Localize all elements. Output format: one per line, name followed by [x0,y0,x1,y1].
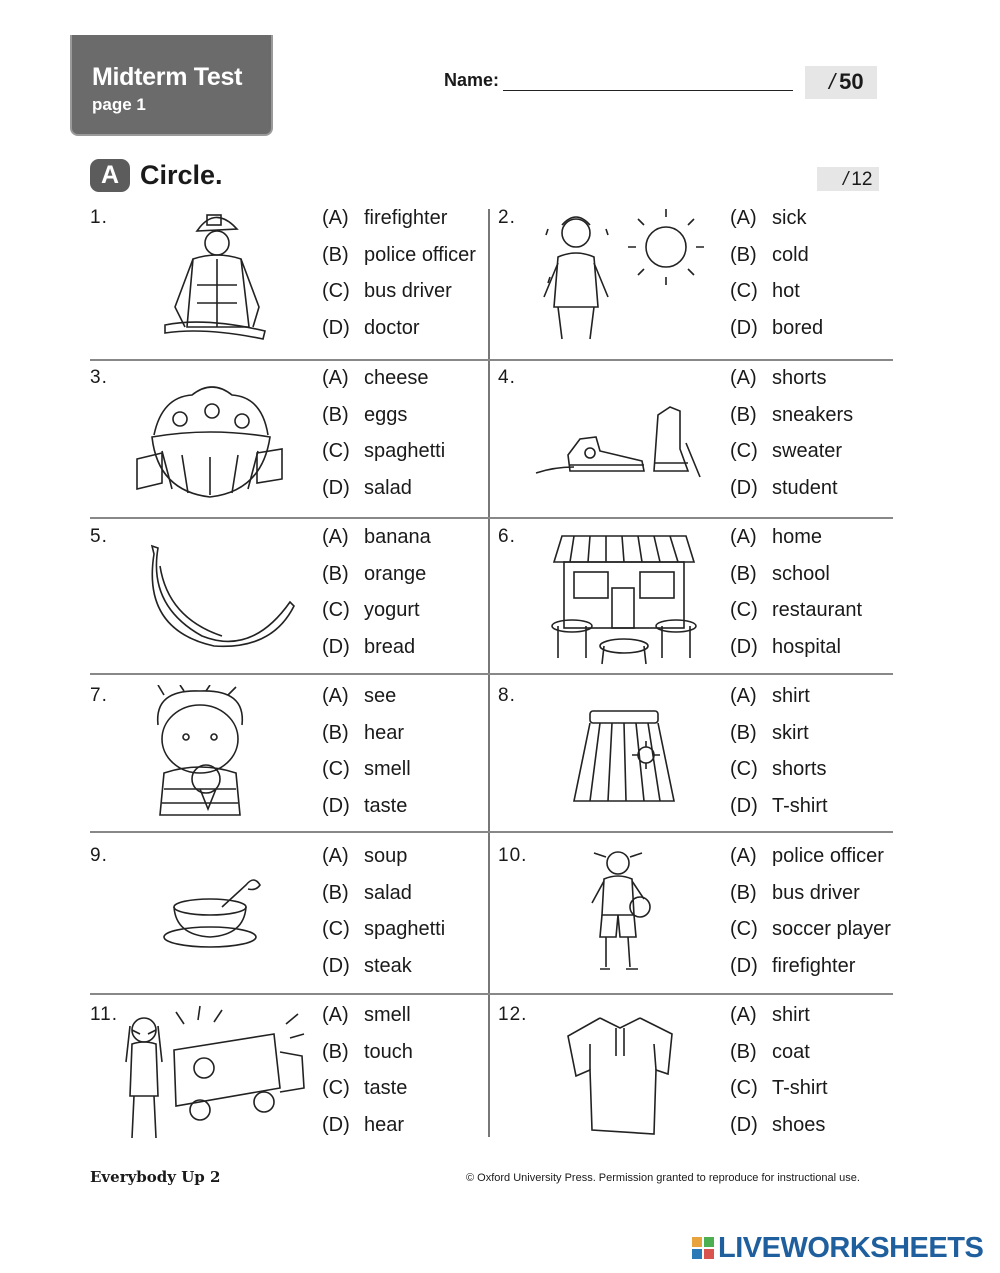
option-letter: (D) [322,794,350,817]
question-number: 10. [498,845,528,866]
option-letter: (D) [730,1113,758,1136]
logo-squares-icon [692,1237,714,1259]
option-letter: (C) [730,440,758,462]
option-letter: (A) [322,207,349,229]
sneakers-icon [534,367,709,507]
option-text: eggs [364,403,408,426]
row-divider [90,359,893,361]
option-text: see [364,685,397,707]
question-number: 11. [90,1004,119,1025]
option-text: soup [364,845,408,867]
option-letter: (C) [322,1077,350,1099]
option-letter: (C) [322,599,350,621]
soup-bowl-icon [162,845,264,985]
option-letter: (D) [730,476,758,499]
option-letter: (B) [730,881,757,904]
option-letter: (C) [322,440,350,462]
option-letter: (D) [322,635,350,658]
option-letter: (C) [322,758,350,780]
option-letter: (A) [322,685,349,707]
option-text: taste [364,1077,408,1099]
section-badge: A [90,159,130,192]
restaurant-icon [544,526,704,666]
option-letter: (B) [730,562,757,585]
test-title: Midterm Test [92,63,243,91]
option-letter: (C) [730,758,758,780]
question-number: 4. [498,367,516,388]
option-letter: (C) [730,280,758,302]
option-text: doctor [364,316,420,339]
question-number: 7. [90,685,108,706]
option-text: yogurt [364,599,420,621]
option-text: sweater [772,440,843,462]
option-text: smell [364,758,411,780]
option-letter: (A) [322,845,349,867]
row-divider [90,517,893,519]
boy-eating-icon [144,685,256,825]
option-text: firefighter [772,954,856,977]
question-number: 5. [90,526,108,547]
book-series-label: Everybody Up 2 [90,1168,221,1186]
section-score-box [817,167,879,191]
question-item [498,685,898,835]
question-number: 9. [90,845,108,866]
logo-square [692,1249,702,1259]
option-letter: (A) [322,1004,349,1026]
option-text: school [772,562,830,585]
question-number: 2. [498,207,516,228]
option-text: spaghetti [364,440,446,462]
option-letter: (B) [730,1040,757,1063]
option-text: hear [364,721,405,744]
question-item [498,526,898,676]
option-letter: (B) [322,562,349,585]
question-item [90,845,490,995]
option-letter: (C) [730,1077,758,1099]
option-text: student [772,476,838,499]
question-number: 8. [498,685,516,706]
option-text: salad [364,881,412,904]
option-letter: (B) [730,721,757,744]
option-letter: (C) [322,918,350,940]
option-text: soccer player [772,918,891,940]
option-text: hot [772,280,800,302]
option-letter: (A) [730,845,757,867]
question-number: 3. [90,367,108,388]
total-score-slash: / [829,69,836,94]
option-letter: (A) [730,685,757,707]
logo-square [692,1237,702,1247]
option-text: skirt [772,721,809,744]
option-text: T-shirt [772,1077,828,1099]
option-letter: (D) [322,476,350,499]
option-text: bored [772,316,824,339]
option-text: shirt [772,1004,810,1026]
option-text: home [772,526,823,548]
option-text: restaurant [772,599,863,621]
total-score-value: 50 [839,69,864,94]
girl-truck-noise-icon [104,1004,308,1144]
option-text: taste [364,794,408,817]
option-text: hospital [772,635,841,658]
question-number: 1. [90,207,108,228]
question-item [498,845,898,995]
question-item [498,367,898,517]
option-text: bread [364,635,416,658]
question-number: 12. [498,1004,528,1025]
option-text: sick [772,207,807,229]
option-text: sneakers [772,403,854,426]
option-text: shorts [772,758,827,780]
option-text: cheese [364,367,429,389]
option-letter: (A) [730,207,757,229]
option-text: spaghetti [364,918,446,940]
option-letter: (B) [322,721,349,744]
option-text: cold [772,243,809,266]
option-letter: (A) [730,526,757,548]
option-letter: (D) [730,316,758,339]
option-text: police officer [772,845,884,867]
question-item [90,1004,490,1154]
option-text: hear [364,1113,405,1136]
option-letter: (A) [730,367,757,389]
option-text: touch [364,1040,413,1063]
option-letter: (B) [730,403,757,426]
logo-square [704,1237,714,1247]
option-letter: (D) [322,954,350,977]
banana-icon [142,526,300,666]
option-text: steak [364,954,412,977]
soccer-girl-icon [578,845,668,985]
option-text: bus driver [364,280,452,302]
section-score-slash: / [843,169,849,190]
hot-girl-sun-icon [536,207,706,347]
option-letter: (D) [730,635,758,658]
option-text: police officer [364,243,476,266]
option-letter: (D) [730,794,758,817]
option-text: coat [772,1040,810,1063]
option-letter: (D) [730,954,758,977]
question-item [90,685,490,835]
total-score-box [805,66,877,99]
test-header-tab [70,35,273,136]
firefighter-icon [145,207,285,347]
option-text: smell [364,1004,411,1026]
option-text: banana [364,526,431,548]
option-text: shoes [772,1113,826,1136]
option-letter: (A) [322,526,349,548]
option-letter: (B) [730,243,757,266]
option-letter: (B) [322,403,349,426]
option-letter: (A) [730,1004,757,1026]
question-item [90,526,490,676]
option-letter: (D) [322,1113,350,1136]
polo-shirt-icon [564,1004,676,1144]
option-letter: (B) [322,243,349,266]
salad-bowl-icon [132,367,287,507]
option-letter: (B) [322,881,349,904]
skirt-icon [570,685,680,825]
option-text: shorts [772,367,827,389]
question-item [498,1004,898,1154]
copyright-notice: © Oxford University Press. Permission granted to reproduce for instructional use. [466,1172,860,1184]
option-letter: (B) [322,1040,349,1063]
option-text: bus driver [772,881,860,904]
question-item [90,207,490,357]
logo-text: LIVEWORKSHEETS [718,1231,984,1264]
section-score-value: 12 [851,169,873,190]
name-label: Name: [444,70,500,90]
option-letter: (C) [322,280,350,302]
option-text: orange [364,562,427,585]
option-letter: (D) [322,316,350,339]
option-text: firefighter [364,207,448,229]
section-title: Circle. [140,160,223,190]
question-item [498,207,898,357]
option-letter: (A) [322,367,349,389]
question-number: 6. [498,526,516,547]
option-text: salad [364,476,412,499]
logo-square [704,1249,714,1259]
liveworksheets-logo[interactable] [692,1233,983,1263]
option-text: shirt [772,685,810,707]
question-item [90,367,490,517]
option-text: T-shirt [772,794,828,817]
name-field[interactable] [503,90,793,91]
test-page-label: page 1 [92,95,146,114]
option-letter: (C) [730,599,758,621]
option-letter: (C) [730,918,758,940]
